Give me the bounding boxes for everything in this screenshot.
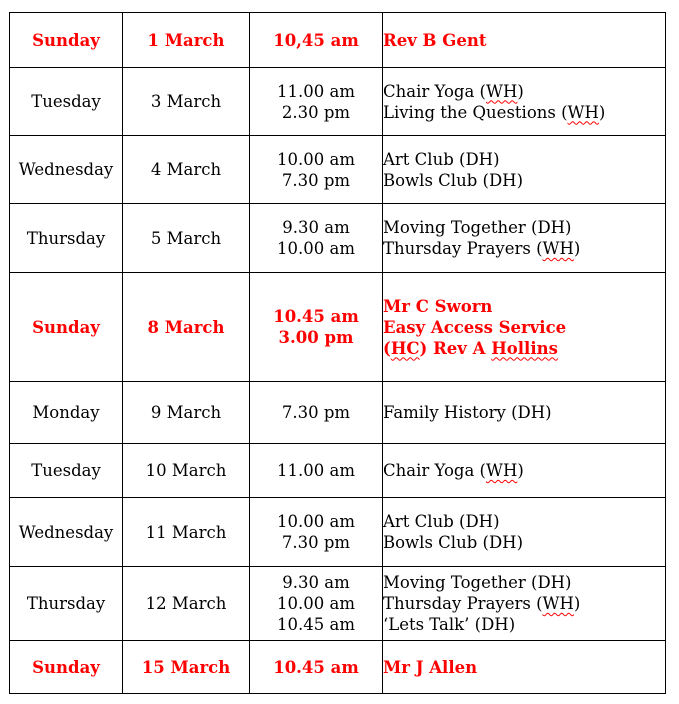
event-cell (383, 273, 666, 382)
day-cell: Wednesday (10, 136, 123, 204)
day-cell: Sunday (10, 13, 123, 68)
table-row (10, 444, 666, 498)
date-cell: 15 March (123, 641, 250, 694)
time-line: 10.00 am (277, 149, 355, 169)
date-cell: 5 March (123, 204, 250, 273)
time-cell (250, 13, 383, 68)
time-line: 10,45 am (273, 30, 359, 50)
time-line: 7.30 pm (281, 170, 351, 190)
event-cell (383, 444, 666, 498)
time-cell (250, 382, 383, 444)
event-cell (383, 136, 666, 204)
time-line: 9.30 am (282, 218, 350, 237)
time-line: 10.45 am (273, 307, 359, 326)
date-cell: 9 March (123, 382, 250, 444)
day-cell: Wednesday (10, 498, 123, 567)
day-cell: Tuesday (10, 444, 123, 498)
event-line: (HC) Rev A Hollins (383, 338, 558, 358)
event-line: Moving Together (DH) (383, 573, 572, 592)
event-line: Living the Questions (WH) (383, 102, 606, 122)
time-line: 3.00 pm (278, 328, 354, 347)
event-cell (383, 567, 666, 641)
event-line: ‘Lets Talk’ (DH) (383, 615, 516, 634)
event-line: Thursday Prayers (WH) (383, 239, 581, 258)
day-cell: Tuesday (10, 68, 123, 136)
table-row (10, 136, 666, 204)
date-cell: 11 March (123, 498, 250, 567)
event-cell (383, 498, 666, 567)
table-row (10, 204, 666, 273)
time-cell (250, 641, 383, 694)
time-line: 9.30 am (282, 573, 350, 592)
date-cell: 4 March (123, 136, 250, 204)
time-line: 10.45 am (273, 657, 359, 677)
event-line: Mr C Sworn (383, 296, 493, 316)
time-line: 10.00 am (277, 239, 355, 258)
date-cell: 10 March (123, 444, 250, 498)
date-cell: 8 March (123, 273, 250, 382)
day-cell: Sunday (10, 641, 123, 694)
event-line: Chair Yoga (WH) (383, 81, 524, 101)
time-line: 11.00 am (277, 81, 355, 101)
schedule-table (9, 12, 666, 694)
table-row (10, 68, 666, 136)
event-line: Rev B Gent (383, 30, 487, 50)
event-line: Bowls Club (DH) (383, 170, 524, 190)
date-cell: 3 March (123, 68, 250, 136)
event-line: Bowls Club (DH) (383, 533, 524, 552)
day-cell: Thursday (10, 567, 123, 641)
day-cell: Monday (10, 382, 123, 444)
event-line: Moving Together (DH) (383, 218, 572, 237)
event-line: Mr J Allen (383, 657, 478, 677)
time-line: 7.30 pm (281, 533, 351, 552)
time-line: 11.00 am (277, 461, 355, 480)
event-line: Thursday Prayers (WH) (383, 594, 581, 613)
time-line: 7.30 pm (281, 403, 351, 422)
table-row (10, 13, 666, 68)
event-cell (383, 382, 666, 444)
day-cell: Thursday (10, 204, 123, 273)
event-cell (383, 641, 666, 694)
event-line: Family History (DH) (383, 403, 552, 422)
table-row (10, 382, 666, 444)
event-cell (383, 204, 666, 273)
time-line: 10.00 am (277, 512, 355, 531)
time-cell (250, 68, 383, 136)
event-cell (383, 13, 666, 68)
event-cell (383, 68, 666, 136)
event-line: Chair Yoga (WH) (383, 461, 524, 480)
day-cell: Sunday (10, 273, 123, 382)
date-cell: 1 March (123, 13, 250, 68)
time-line: 10.45 am (277, 615, 355, 634)
time-cell (250, 498, 383, 567)
time-line: 2.30 pm (281, 102, 351, 122)
time-line: 10.00 am (277, 594, 355, 613)
time-cell (250, 204, 383, 273)
time-cell (250, 567, 383, 641)
event-line: Art Club (DH) (383, 149, 500, 169)
table-row (10, 567, 666, 641)
date-cell: 12 March (123, 567, 250, 641)
time-cell (250, 273, 383, 382)
table-row (10, 641, 666, 694)
time-cell (250, 136, 383, 204)
table-row (10, 273, 666, 382)
table-row (10, 498, 666, 567)
event-line: Easy Access Service (383, 317, 567, 337)
time-cell (250, 444, 383, 498)
event-line: Art Club (DH) (383, 512, 500, 531)
